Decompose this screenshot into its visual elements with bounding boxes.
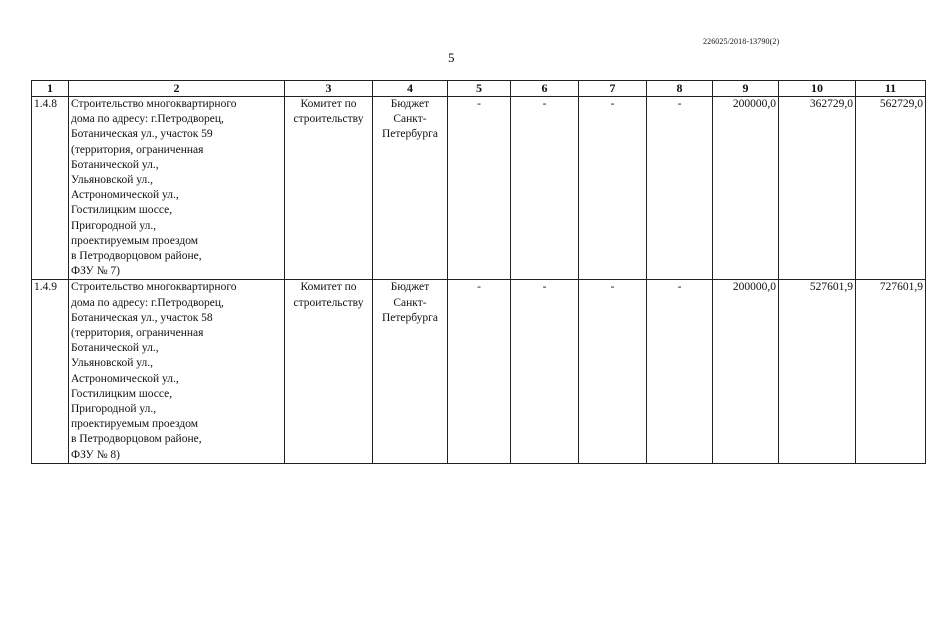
project-name: Строительство многоквартирного дома по адресу: г.Петродворец, Ботаническая ул., участок 59 (территория, ограниченная Ботанической ул., Ульяновской ул., Астрономической ул., Гостилицким шоссе, Пригородной ул., проектируемым проездом в Петродворцовом районе, ФЗУ № 7)	[69, 97, 285, 280]
executor: Комитет по строительству	[285, 280, 373, 463]
row-number: 1.4.8	[32, 97, 69, 280]
table-header-row	[32, 81, 926, 97]
funding-source: Бюджет Санкт- Петербурга	[373, 280, 448, 463]
budget-table	[31, 80, 926, 464]
value-col-7: -	[579, 97, 647, 280]
table-row	[32, 280, 926, 463]
document-id: 226025/2018-13790(2)	[703, 37, 780, 46]
value-col-6: -	[511, 280, 579, 463]
column-header: 10	[779, 81, 856, 97]
column-header: 6	[511, 81, 579, 97]
value-col-9: 200000,0	[713, 280, 779, 463]
column-header: 4	[373, 81, 448, 97]
value-col-11: 562729,0	[856, 97, 926, 280]
value-col-10: 362729,0	[779, 97, 856, 280]
value-col-8: -	[647, 280, 713, 463]
value-col-8: -	[647, 97, 713, 280]
value-col-5: -	[448, 97, 511, 280]
executor: Комитет по строительству	[285, 97, 373, 280]
table-row	[32, 97, 926, 280]
column-header: 9	[713, 81, 779, 97]
value-col-10: 527601,9	[779, 280, 856, 463]
page-number: 5	[448, 50, 455, 65]
column-header: 11	[856, 81, 926, 97]
value-col-7: -	[579, 280, 647, 463]
row-number: 1.4.9	[32, 280, 69, 463]
column-header: 3	[285, 81, 373, 97]
value-col-11: 727601,9	[856, 280, 926, 463]
column-header: 8	[647, 81, 713, 97]
column-header: 5	[448, 81, 511, 97]
value-col-6: -	[511, 97, 579, 280]
column-header: 2	[69, 81, 285, 97]
column-header: 7	[579, 81, 647, 97]
project-name: Строительство многоквартирного дома по адресу: г.Петродворец, Ботаническая ул., участок 58 (территория, ограниченная Ботанической ул., Ульяновской ул., Астрономической ул., Гостилицким шоссе, Пригородной ул., проектируемым проездом в Петродворцовом районе, ФЗУ № 8)	[69, 280, 285, 463]
value-col-5: -	[448, 280, 511, 463]
funding-source: Бюджет Санкт- Петербурга	[373, 97, 448, 280]
value-col-9: 200000,0	[713, 97, 779, 280]
column-header: 1	[32, 81, 69, 97]
